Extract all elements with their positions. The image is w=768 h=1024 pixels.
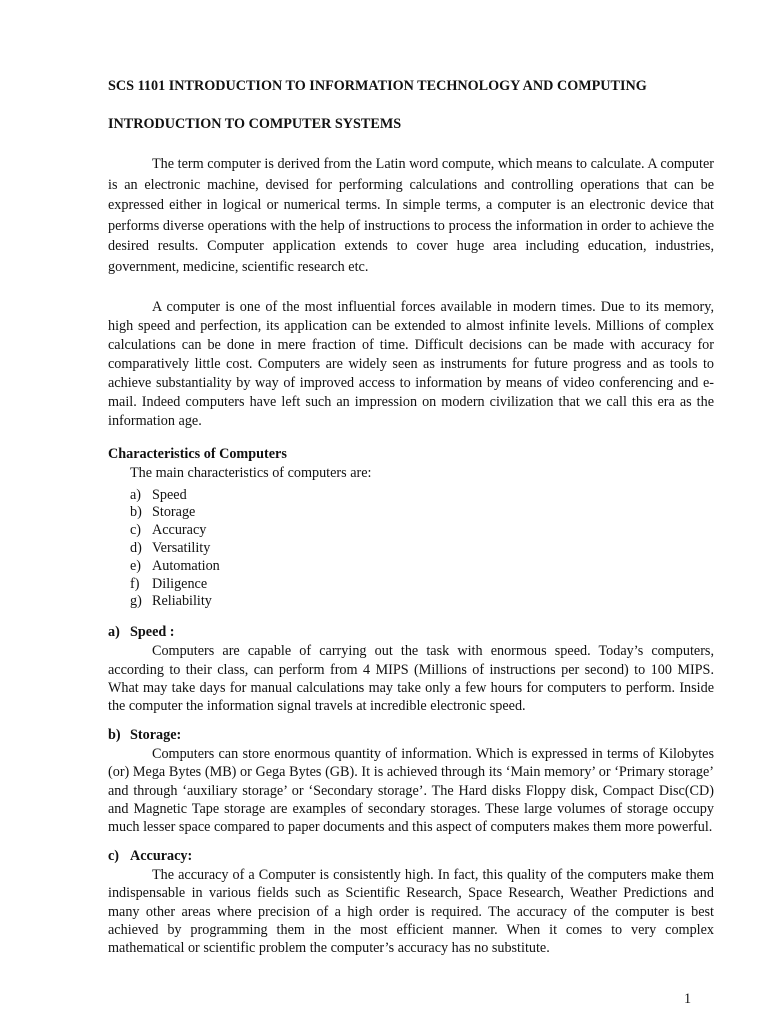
characteristics-lead: The main characteristics of computers are: bbox=[130, 464, 372, 481]
list-item-label: Automation bbox=[152, 557, 220, 574]
list-marker: a) bbox=[130, 486, 142, 503]
accuracy-paragraph: The accuracy of a Computer is consistently high. In fact, this quality of the computers make them indispensable in various fields such as Scientific Research, Space Research, Weather Predictions and many other areas where precision of a high order is required. The accuracy of the computer is best achieved by programming them in the most efficient manner. When it comes to very complex mathematical or scientific problem the computer’s accuracy has no substitute. bbox=[108, 866, 714, 957]
list-item bbox=[130, 522, 714, 540]
storage-heading-text: Storage: bbox=[130, 726, 182, 743]
page-number: 1 bbox=[684, 991, 692, 1007]
list-marker: b) bbox=[130, 504, 142, 521]
list-marker: d) bbox=[130, 539, 142, 556]
list-item bbox=[130, 576, 714, 594]
speed-paragraph: Computers are capable of carrying out the task with enormous speed. Today’s computers, according to their class, can perform from 4 MIPS (Millions of instructions per second) to 100 MIPS. What may take days for manual calculations may take only a few hours for computers to perform. Inside the computer the information signal travels at incredible electronic speed. bbox=[108, 643, 714, 715]
list-item-label: Accuracy bbox=[152, 522, 207, 539]
storage-heading bbox=[108, 726, 714, 745]
list-marker: c) bbox=[130, 522, 142, 539]
accuracy-heading-text: Accuracy: bbox=[130, 847, 193, 864]
list-item bbox=[130, 558, 714, 576]
list-item bbox=[130, 504, 714, 522]
list-item bbox=[130, 593, 714, 611]
list-item-label: Diligence bbox=[152, 575, 208, 592]
page-content bbox=[108, 76, 714, 968]
list-item-label: Versatility bbox=[152, 539, 211, 556]
accuracy-marker: c) bbox=[108, 847, 120, 864]
accuracy-heading bbox=[108, 847, 714, 866]
storage-marker: b) bbox=[108, 726, 121, 743]
list-item-label: Storage bbox=[152, 504, 196, 521]
list-item-label: Speed bbox=[152, 486, 187, 503]
intro-paragraph-1: The term computer is derived from the Latin word compute, which means to calculate. A computer is an electronic machine, devised for performing calculations and controlling operations that can be expressed either in logical or numerical terms. In simple terms, a computer is an electronic device that performs diverse operations with the help of instructions to process the information in order to achieve the desired results. Computer application extends to cover huge area including education, industries, government, medicine, scientific research etc. bbox=[108, 156, 714, 275]
speed-heading-text: Speed : bbox=[130, 624, 175, 641]
list-marker: f) bbox=[130, 575, 140, 592]
speed-marker: a) bbox=[108, 624, 120, 641]
list-marker: g) bbox=[130, 593, 142, 610]
list-item bbox=[130, 540, 714, 558]
list-item bbox=[130, 487, 714, 505]
characteristics-list bbox=[130, 487, 714, 612]
intro-paragraph-2: A computer is one of the most influential forces available in modern times. Due to its memory, high speed and perfection, its application can be extended to almost infinite levels. Millions of complex calculations can be done in mere fraction of time. Difficult decisions can be made with accuracy for comparatively little cost. Computers are widely seen as instruments for future progress and as tools to achieve substantiality by way of improved access to information by means of video conferencing and e- mail. Indeed computers have left such an impression on modern civilization that we call this era as the information age. bbox=[108, 298, 714, 429]
list-item-label: Reliability bbox=[152, 593, 212, 610]
speed-heading bbox=[108, 623, 714, 642]
storage-paragraph: Computers can store enormous quantity of information. Which is expressed in terms of Kilobytes (or) Mega Bytes (MB) or Gega Bytes (GB). It is achieved through its ‘Main memory’ or ‘Primary storage’ and through ‘auxiliary storage’ or ‘Secondary storage’. The Hard disks Floppy disk, Compact Disc(CD) and Magnetic Tape storage are examples of secondary storages. These large volumes of storage occupy much lesser space compared to paper documents and this aspect of computers makes them more powerful. bbox=[108, 745, 714, 836]
characteristics-heading: Characteristics of Computers bbox=[108, 445, 287, 462]
section-title: INTRODUCTION TO COMPUTER SYSTEMS bbox=[108, 116, 402, 132]
document-title: SCS 1101 INTRODUCTION TO INFORMATION TECHNOLOGY AND COMPUTING bbox=[108, 78, 647, 94]
list-marker: e) bbox=[130, 557, 142, 574]
